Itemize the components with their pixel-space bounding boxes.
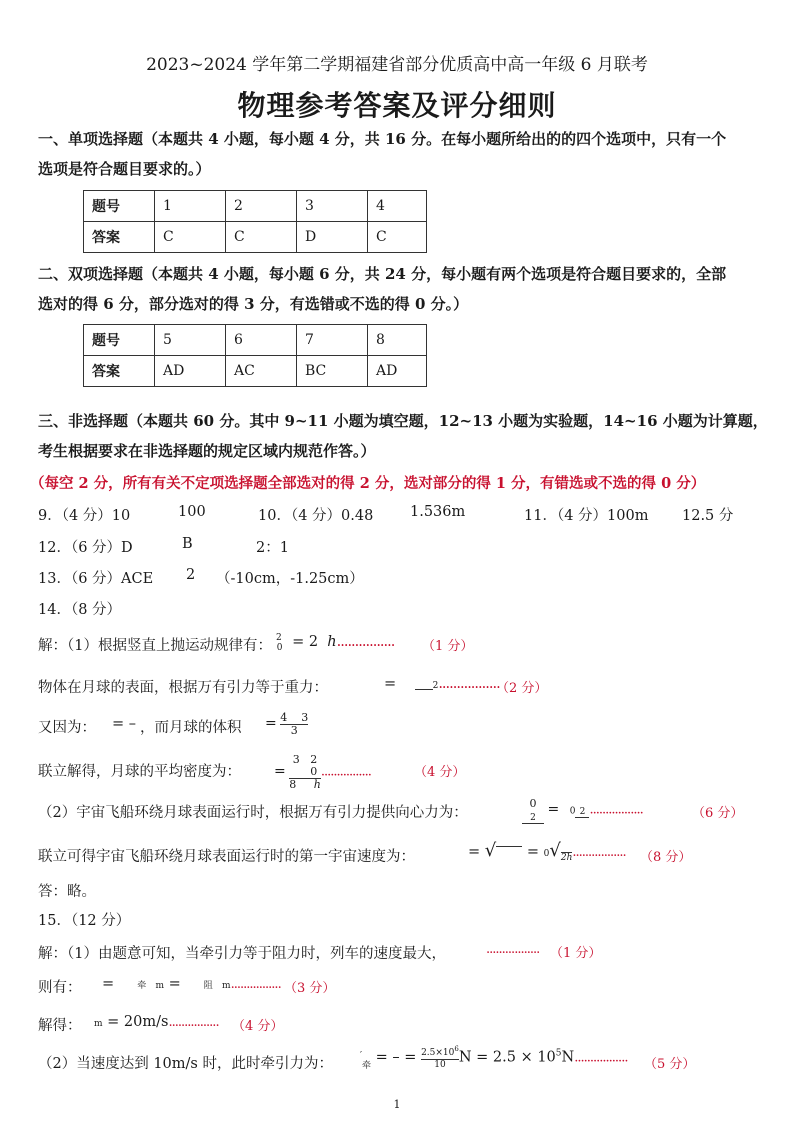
- q14-line4: 联立解得，月球的平均密度为：: [38, 764, 241, 780]
- table-cell: C: [368, 222, 427, 253]
- q15-line3: 解得：: [38, 1018, 82, 1034]
- table-cell: AD: [368, 356, 427, 387]
- q15-eq3: m = 20m/s................: [94, 1014, 219, 1030]
- q14-line1: 解：（1）根据竖直上抛运动规律有：: [38, 638, 272, 654]
- q14-line6: 联立可得宇宙飞船环绕月球表面运行时的第一宇宙速度为：: [38, 849, 415, 865]
- table-cell: 4: [368, 191, 427, 222]
- q15-heading: 15．（12 分）: [38, 913, 131, 929]
- q14-eq1-tail: h: [327, 634, 337, 650]
- answer-q11: 11．（4 分）100m: [524, 508, 649, 524]
- table-cell: 7: [297, 325, 368, 356]
- section1-heading-line2: 选项是符合题目要求的。）: [38, 160, 211, 178]
- q14-eq3a: = –: [112, 716, 137, 732]
- section3-heading-line1: 三、非选择题（本题共 60 分。其中 9~11 小题为填空题，12~13 小题为实验题，14~16 小题为计算题，: [38, 412, 768, 430]
- q15-eq4-result: N = 2.5 × 10: [458, 1049, 556, 1066]
- answer-q10: 10．（4 分）0.48: [258, 508, 374, 524]
- q14-conclusion: 答：略。: [38, 884, 96, 900]
- q15-score4: （5 分）: [644, 1057, 696, 1072]
- answer-q13-b: 2: [186, 567, 196, 583]
- row-label: 题号: [84, 325, 155, 356]
- table-cell: D: [297, 222, 368, 253]
- q15-score3: （4 分）: [232, 1019, 284, 1034]
- table-cell: BC: [297, 356, 368, 387]
- q14-line3b: ，而月球的体积: [140, 720, 242, 736]
- section2-heading-line1: 二、双项选择题（本题共 4 小题，每小题 6 分，共 24 分，每小题有两个选项是符合题目要求的，全部: [38, 265, 727, 283]
- table-cell: 6: [226, 325, 297, 356]
- table-cell: AC: [226, 356, 297, 387]
- table-row: [84, 191, 427, 222]
- q14-eq5: 0 2 = 0 2 .................: [522, 797, 643, 824]
- q14-score6: （8 分）: [640, 850, 692, 865]
- section1-answer-table: [83, 190, 427, 253]
- q14-score5: （6 分）: [692, 806, 744, 821]
- q15-eq4-num-exp: 6: [454, 1045, 459, 1053]
- q15-eq4-unit: N: [561, 1049, 575, 1066]
- section2-answer-table: [83, 324, 427, 387]
- page-title: 物理参考答案及评分细则: [237, 89, 557, 122]
- q15-line2: 则有：: [38, 980, 82, 996]
- subscript-zu: 阻: [203, 981, 213, 991]
- answer-q13: 13．（6 分）ACE: [38, 571, 154, 587]
- row-label: 答案: [84, 222, 155, 253]
- q14-eq4: = 3 2 0 8 h ................: [274, 753, 371, 791]
- answer-q9: 9．（4 分）10: [38, 508, 131, 524]
- answer-q12-b: B: [182, 536, 193, 552]
- q15-eq4-num: 2.5×10: [421, 1048, 455, 1058]
- answer-q12: 12．（6 分）D: [38, 540, 133, 556]
- section1-heading-line1: 一、单项选择题（本题共 4 小题，每小题 4 分，共 16 分。在每小题所给出的的四个选项中，只有一个: [38, 130, 727, 148]
- q14-line2: 物体在月球的表面，根据万有引力等于重力：: [38, 680, 328, 696]
- q14-score1: （1 分）: [422, 639, 474, 654]
- table-cell: C: [155, 222, 226, 253]
- answer-q9-b: 100: [178, 504, 206, 520]
- row-label: 题号: [84, 191, 155, 222]
- q15-dots1: .................: [486, 942, 540, 957]
- q14-line3a: 又因为：: [38, 720, 96, 736]
- table-cell: 5: [155, 325, 226, 356]
- table-cell: 3: [297, 191, 368, 222]
- q14-eq2: = 2.................: [384, 676, 500, 692]
- q14-score4: （4 分）: [414, 765, 466, 780]
- q15-eq4: ′$_牵$ = – = $\frac{2.5\times 10^6}{10}$ $N = 2.5 \times 10^5N$.................: [360, 1045, 628, 1071]
- answer-q13-c: （-10cm，-1.25cm）: [216, 571, 364, 587]
- q15-score2: （3 分）: [284, 981, 336, 996]
- q14-line5: （2）宇宙飞船环绕月球表面运行时，根据万有引力提供向心力为：: [38, 805, 468, 821]
- answer-q10-b: 1.536m: [410, 504, 466, 520]
- q15-score1: （1 分）: [550, 946, 602, 961]
- answer-q12-c: 2：1: [256, 540, 289, 556]
- table-row: [84, 356, 427, 387]
- row-label: 答案: [84, 356, 155, 387]
- q15-eq2: = 牵 m = 阻 m................: [102, 976, 281, 992]
- table-cell: C: [226, 222, 297, 253]
- q15-eq3-value: = 20m/s: [107, 1014, 169, 1030]
- section3-heading-line2: 考生根据要求在非选择题的规定区域内规范作答。）: [38, 442, 376, 460]
- q14-eq6: = √ = 0√2h.................: [468, 840, 626, 863]
- table-cell: 1: [155, 191, 226, 222]
- q15-line1: 解：（1）由题意可知，当牵引力等于阻力时，列车的速度最大，: [38, 946, 446, 962]
- section2-heading-line2: 选对的得 6 分，部分选对的得 3 分，有选错或不选的得 0 分。）: [38, 295, 469, 313]
- q15-line4: （2）当速度达到 10m/s 时，此时牵引力为：: [38, 1056, 333, 1072]
- subscript-qian: 牵: [137, 981, 147, 991]
- table-cell: 8: [368, 325, 427, 356]
- scoring-note: （每空 2 分，所有有关不定项选择题全部选对的得 2 分，选对部分的得 1 分，有错选或不选的得 0 分）: [30, 475, 706, 492]
- q14-score2: （2 分）: [496, 681, 548, 696]
- table-row: [84, 325, 427, 356]
- table-cell: 2: [226, 191, 297, 222]
- answer-q11-b: 12.5 分: [682, 508, 734, 524]
- exam-subtitle: 2023~2024 学年第二学期福建省部分优质高中高一年级 6 月联考: [146, 55, 648, 75]
- q14-eq3b: = $\frac{4 3}{3}$: [265, 711, 309, 737]
- table-cell: AD: [155, 356, 226, 387]
- q14-eq1: $^2_0$ = 2 h................: [276, 633, 395, 653]
- q15-eq4-result-exp: 5: [555, 1048, 562, 1059]
- page-number: 1: [393, 1098, 401, 1111]
- answer-q14-heading: 14．（8 分）: [38, 602, 122, 618]
- table-row: [84, 222, 427, 253]
